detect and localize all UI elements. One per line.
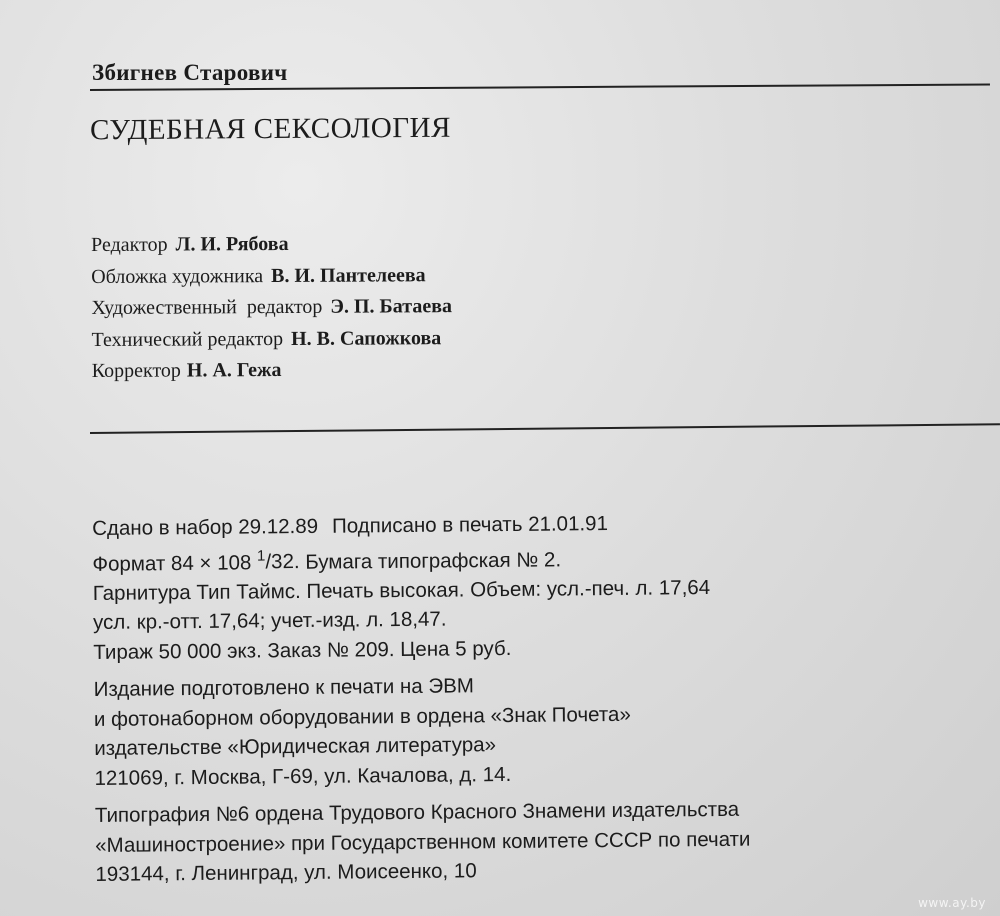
printer-line: «Машиностроение» при Государственном комитете СССР по печати: [95, 827, 751, 857]
format-denominator: /32.: [265, 550, 300, 574]
middle-divider: [90, 423, 1000, 434]
credit-name: Э. П. Батаева: [330, 295, 453, 318]
sent-to-set: Сдано в набор 29.12.89: [92, 514, 319, 540]
credit-name: Н. В. Сапожкова: [291, 326, 442, 350]
publisher-address: 121069, г. Москва, Г-69, ул. Качалова, д. 14.: [94, 762, 512, 790]
credit-role: Корректор: [91, 359, 181, 382]
credit-cover-artist: [91, 260, 452, 293]
site-watermark: www.ay.by: [918, 896, 986, 910]
credit-name: В. И. Пантелеева: [271, 263, 426, 287]
printer-address: 193144, г. Ленинград, ул. Моисеенко, 10: [95, 859, 477, 887]
credit-role: Технический редактор: [91, 327, 284, 351]
format-fraction: [256, 547, 300, 574]
imprint-print-run: Тираж 50 000 экз. Заказ № 209. Цена 5 руб.: [93, 636, 512, 664]
paper-type: Бумага типографская № 2.: [305, 547, 562, 574]
credit-proofreader: [92, 354, 453, 387]
book-title: СУДЕБНАЯ СЕКСОЛОГИЯ: [89, 111, 451, 147]
signed-to-print: Подписано в печать 21.01.91: [331, 512, 609, 538]
imprint-typeface: Гарнитура Тип Таймс. Печать высокая. Объем: усл.-печ. л. 17,64: [92, 575, 711, 605]
format-numerator: 1: [256, 547, 266, 565]
credit-role: Художественный редактор: [91, 295, 323, 319]
imprint-block: [92, 508, 751, 890]
printer-line: Типография №6 ордена Трудового Красного Знамени издательства: [94, 798, 740, 828]
format-prefix: Формат 84 × 108: [92, 550, 252, 576]
credit-role: Редактор: [91, 233, 168, 256]
credits-list: [91, 228, 452, 387]
credit-name: Л. И. Рябова: [175, 232, 289, 256]
publisher-line: издательстве «Юридическая литература»: [94, 733, 497, 761]
credit-tech-editor: [91, 323, 452, 356]
publisher-line: и фотонаборном оборудовании в ордена «Знак Почета»: [93, 702, 631, 731]
imprint-sheets: усл. кр.-отт. 17,64; учет.-изд. л. 18,47.: [92, 607, 447, 635]
author-name: Збигнев Старович: [92, 60, 288, 85]
publisher-line: Издание подготовлено к печати на ЭВМ: [93, 674, 475, 702]
credit-editor: [91, 228, 452, 261]
credit-role: Обложка художника: [91, 264, 264, 288]
credit-art-editor: [91, 291, 452, 324]
credit-name: Н. А. Гежа: [186, 359, 282, 382]
